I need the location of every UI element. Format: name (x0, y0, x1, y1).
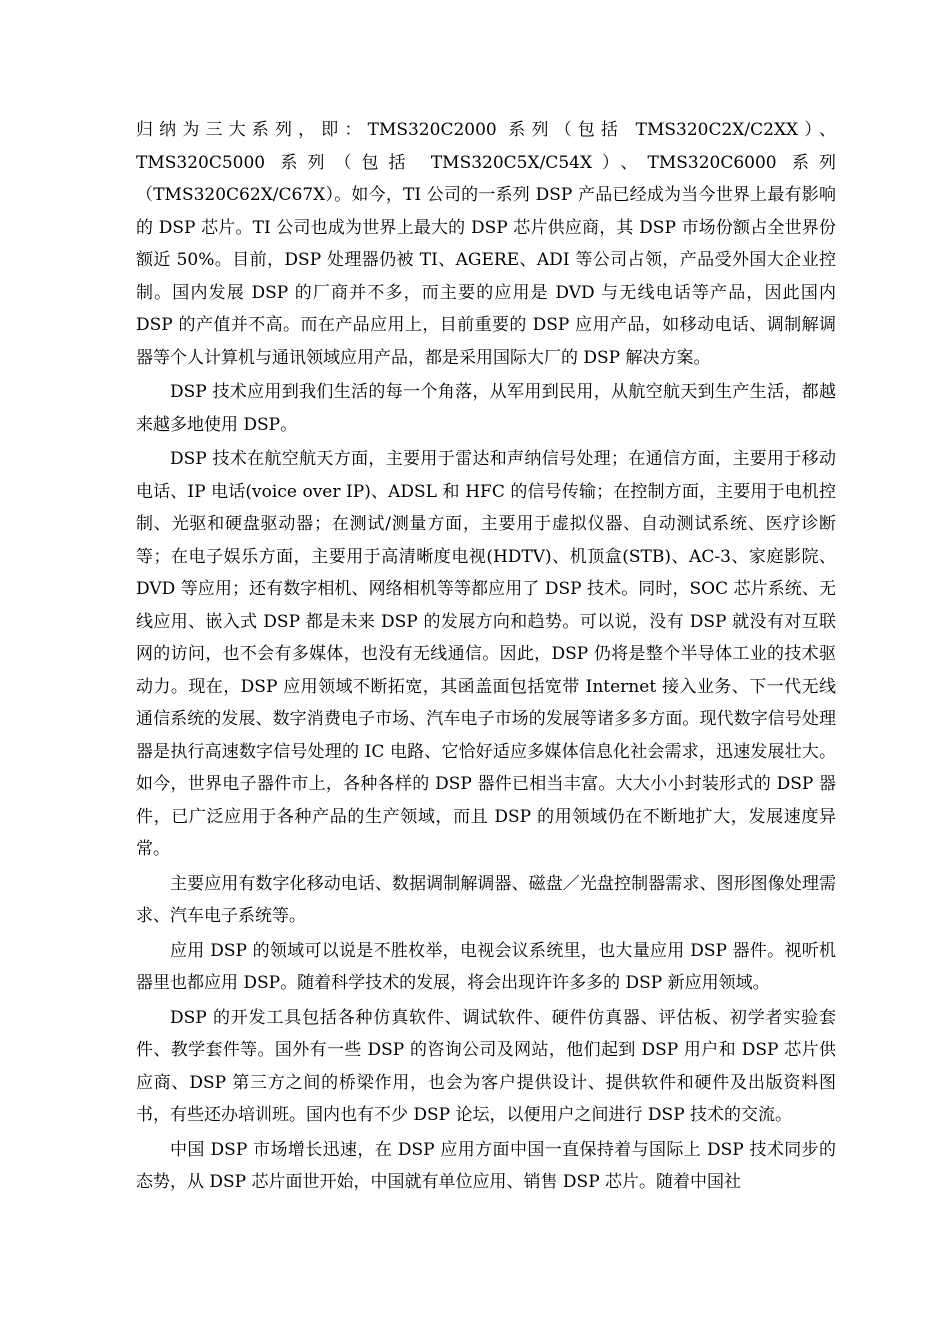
document-body (136, 114, 836, 1201)
paragraph-3: DSP 技术在航空航天方面，主要用于雷达和声纳信号处理；在通信方面，主要用于移动电话、IP 电话(voice over IP)、ADSL 和 HFC 的信号传输；在控制方面，主要用于电机控制、光驱和硬盘驱动器；在测试/测量方面，主要用于虚拟仪器、自动测试系统、医疗诊断等；在电子娱乐方面，主要用于高清晰度电视(HDTV)、机顶盒(STB)、AC-3、家庭影院、DVD 等应用；还有数字相机、网络相机等等都应用了 DSP 技术。同时，SOC 芯片系统、无线应用、嵌入式 DSP 都是未来 DSP 的发展方向和趋势。可以说，没有 DSP 就没有对互联网的访问，也不会有多媒体，也没有无线通信。因此，DSP 仍将是整个半导体工业的技术驱动力。现在，DSP 应用领域不断拓宽，其函盖面包括宽带 Internet 接入业务、下一代无线通信系统的发展、数字消费电子市场、汽车电子市场的发展等诸多多方面。现代数字信号处理器是执行高速数字信号处理的 IC 电路、它恰好适应多媒体信息化社会需求，迅速发展壮大。如今，世界电子器件市上，各种各样的 DSP 器件已相当丰富。大大小小封装形式的 DSP 器件，已广泛应用于各种产品的生产领域，而且 DSP 的用领域仍在不断地扩大，发展速度异常。 (136, 449, 836, 859)
paragraph-1: 归纳为三大系列，即：TMS320C2000 系列（包括 TMS320C2X/C2XX）、TMS320C5000 系列（包括 TMS320C5X/C54X）、TMS320C6000 系列（TMS320C62X/C67X）。如今，TI 公司的一系列 DSP 产品已经成为当今世界上最有影响的 DSP 芯片。TI 公司也成为世界上最大的 DSP 芯片供应商，其 DSP 市场份额占全世界份额近 50%。目前，DSP 处理器仍被 TI、AGERE、ADI 等公司占领，产品受外国大企业控制。国内发展 DSP 的厂商并不多，而主要的应用是 DVD 与无线电话等产品，因此国内 DSP 的产值并不高。而在产品应用上，目前重要的 DSP 应用产品，如移动电话、调制解调器等个人计算机与通讯领域应用产品，都是采用国际大厂的 DSP 解决方案。 (136, 120, 836, 368)
paragraph-4: 主要应用有数字化移动电话、数据调制解调器、磁盘／光盘控制器需求、图形图像处理需求、汽车电子系统等。 (136, 873, 836, 926)
paragraph-6: DSP 的开发工具包括各种仿真软件、调试软件、硬件仿真器、评估板、初学者实验套件、教学套件等。国外有一些 DSP 的咨询公司及网站，他们起到 DSP 用户和 DSP 芯片供应商、DSP 第三方之间的桥梁作用，也会为客户提供设计、提供软件和硬件及出版资料图书，有些还办培训班。国内也有不少 DSP 论坛，以便用户之间进行 DSP 技术的交流。 (136, 1007, 836, 1125)
paragraph-2: DSP 技术应用到我们生活的每一个角落，从军用到民用，从航空航天到生产生活，都越来越多地使用 DSP。 (136, 382, 836, 435)
paragraph-7: 中国 DSP 市场增长迅速，在 DSP 应用方面中国一直保持着与国际上 DSP 技术同步的态势，从 DSP 芯片面世开始，中国就有单位应用、销售 DSP 芯片。随着中国社 (136, 1139, 836, 1192)
paragraph-5: 应用 DSP 的领域可以说是不胜枚举，电视会议系统里，也大量应用 DSP 器件。视听机器里也都应用 DSP。随着科学技术的发展，将会出现许许多多的 DSP 新应用领域。 (136, 940, 836, 993)
